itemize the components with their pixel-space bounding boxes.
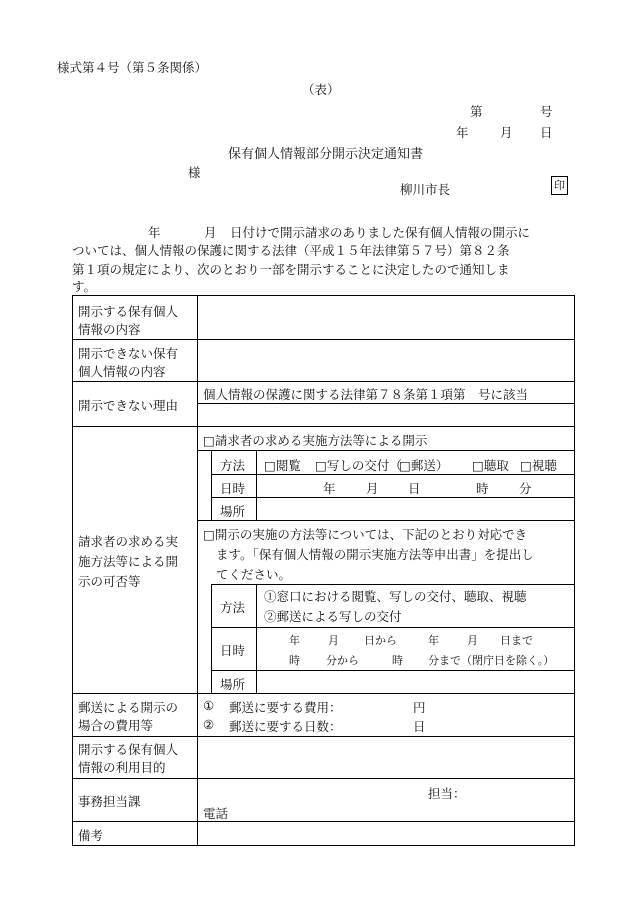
row5-label-a: 郵送による開示の: [78, 700, 179, 715]
row-divider: [72, 339, 575, 340]
s2-dt-from: 日から: [364, 634, 397, 647]
s1-divider: [211, 497, 575, 498]
row2-label-a: 開示できない保有: [78, 346, 179, 361]
s1-heading: □ 請求者の求める実施方法等による開示: [203, 431, 427, 449]
s1-divider: [197, 450, 575, 451]
row1-label-b: 情報の内容: [78, 322, 141, 337]
doc-no-dai: 第: [470, 104, 483, 119]
date-day: 日: [540, 125, 553, 140]
s2-dt-m1: 月: [328, 634, 339, 647]
seal-stamp: 印: [551, 176, 568, 195]
sender-name: 柳川市長: [400, 182, 451, 197]
s2-method1: ①窓口における閲覧、写しの交付、聴取、視聴: [264, 589, 527, 604]
row6-label-a: 開示する保有個人: [78, 742, 179, 757]
row8-label: 備考: [78, 828, 104, 843]
s1-label-line: [256, 450, 257, 520]
s1-opt-shicho[interactable]: □ 視聴: [520, 456, 557, 474]
s1-datetime-label: 日時: [220, 481, 246, 496]
row1-label-a: 開示する保有個人: [78, 304, 179, 319]
row7-denwa: 電話: [203, 806, 229, 821]
s2-divider: [211, 584, 575, 585]
row4-label-b: 施方法等による開: [78, 554, 179, 569]
s1-opt-chosyu[interactable]: □ 聴取: [472, 456, 509, 474]
s2-dt-min-to: 分まで（閉庁日を除く。）: [428, 654, 555, 667]
row4-label-a: 請求者の求める実: [78, 534, 179, 549]
s1-opt-utsushi[interactable]: □ 写しの交付（: [315, 456, 402, 474]
addressee-sama: 様: [188, 165, 201, 180]
s2-text-line3: てください。: [216, 567, 292, 582]
row-divider: [72, 381, 575, 382]
s2-dt-min-from: 分から: [326, 654, 359, 667]
s1-dt-year: 年: [323, 481, 336, 496]
s1-divider: [197, 520, 575, 521]
row-subdivider: [197, 403, 575, 404]
s2-text-line1: □ 開示の実施の方法等については、下記のとおり対応でき: [203, 525, 527, 543]
s2-indent-line: [211, 584, 212, 693]
s1-place-label: 場所: [220, 504, 246, 519]
body-text-line1: 日付けで開示請求のありました保有個人情報の開示に: [230, 225, 531, 240]
row-divider: [72, 693, 575, 694]
s2-method2: ②郵送による写しの交付: [264, 609, 402, 624]
row7-label: 事務担当課: [78, 794, 141, 809]
s2-dt-m2: 月: [467, 634, 478, 647]
doc-no-go: 号: [540, 104, 553, 119]
s2-method-label: 方法: [220, 600, 246, 615]
row-divider: [72, 821, 575, 822]
date-month: 月: [500, 125, 513, 140]
row6-label-b: 情報の利用目的: [78, 760, 166, 775]
s1-opt-yuso[interactable]: □ 郵送）: [399, 456, 448, 474]
table-border-left: [72, 295, 73, 846]
s2-dt-to: 日まで: [500, 634, 533, 647]
s2-text-line2: ます。「保有個人情報の開示実施方法等申出書」を提出し: [216, 547, 534, 562]
s2-dt-y1: 年: [289, 634, 300, 647]
row4-label-c: 示の可否等: [78, 574, 141, 589]
s2-divider: [211, 627, 575, 628]
table-border-top: [72, 295, 575, 296]
s1-dt-min: 分: [519, 481, 532, 496]
table-border-bottom: [72, 845, 575, 846]
s2-dt-h2: 時: [392, 654, 403, 667]
face-label: （表）: [302, 82, 340, 97]
body-month: 月: [204, 225, 217, 240]
row3-value: 個人情報の保護に関する法律第７８条第１項第 号に該当: [203, 387, 529, 402]
date-year: 年: [456, 125, 469, 140]
form-number: 様式第４号（第５条関係）: [57, 60, 208, 75]
body-text-line4: す。: [72, 279, 97, 294]
s1-opt-etsuran[interactable]: □ 閲覧: [264, 456, 301, 474]
mail-cost-label: 郵送に要する費用：: [229, 700, 342, 715]
mail-days-label: 郵送に要する日数：: [229, 719, 342, 734]
table-border-right: [574, 295, 575, 846]
s1-dt-day: 日: [408, 481, 421, 496]
s2-place-label: 場所: [220, 677, 246, 692]
row-divider: [72, 778, 575, 779]
s2-dt-h1: 時: [289, 654, 300, 667]
s1-dt-hour: 時: [476, 481, 489, 496]
row3-label: 開示できない理由: [78, 398, 179, 413]
row-divider: [72, 736, 575, 737]
row5-label-b: 場合の費用等: [78, 718, 154, 733]
s2-label-line: [256, 584, 257, 693]
mail-cost-unit: 円: [413, 700, 426, 715]
row7-tanto: 担当：: [428, 786, 466, 801]
s1-indent-line: [211, 450, 212, 520]
s1-method-label: 方法: [220, 458, 246, 473]
s2-dt-y2: 年: [428, 634, 439, 647]
body-text-line3: 第１項の規定により、次のとおり一部を開示することに決定したので通知しま: [72, 262, 510, 277]
s2-datetime-label: 日時: [220, 643, 246, 658]
document-title: 保有個人情報部分開示決定通知書: [228, 147, 424, 162]
row-divider: [72, 426, 575, 427]
s1-dt-month: 月: [366, 481, 379, 496]
mail-num-1: ①: [203, 698, 215, 713]
s1-divider: [211, 474, 575, 475]
body-year: 年: [148, 225, 161, 240]
s2-divider: [211, 670, 575, 671]
mail-days-unit: 日: [413, 719, 426, 734]
row2-label-b: 個人情報の内容: [78, 364, 166, 379]
mail-num-2: ②: [203, 717, 215, 732]
column-divider: [197, 295, 198, 846]
body-text-line2: ついては、個人情報の保護に関する法律（平成１５年法律第５７号）第８２条: [72, 243, 510, 258]
